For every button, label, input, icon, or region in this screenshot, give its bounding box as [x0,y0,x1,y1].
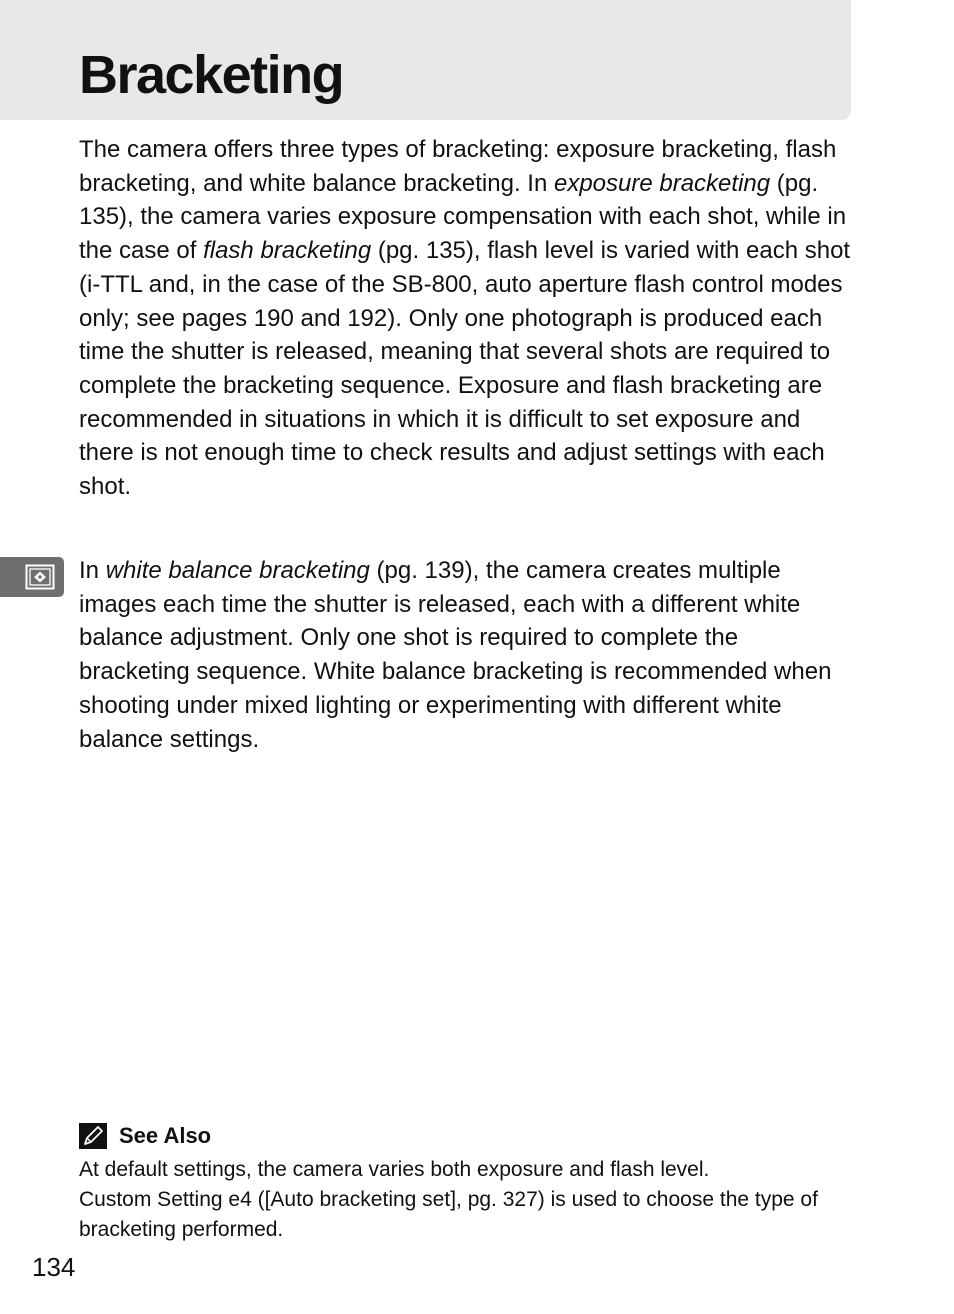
intro-text-1: The camera offers three types of bracketing: exposure bracketing, flash bracketing, and white balance bracketing. In [79,136,837,197]
white-balance-bracketing-term: white balance bracketing [105,557,370,584]
exposure-mode-icon [25,564,55,590]
see-also-line-2: Custom Setting e4 ([Auto bracketing set], pg. 327) is used to choose the type of bracketing performed. [79,1188,818,1241]
page-number: 134 [32,1252,76,1282]
flash-bracketing-term: flash bracketing [203,237,372,265]
see-also-text [79,1155,851,1245]
page-title: Bracketing [79,45,344,105]
wb-text-2: (pg. 139), the camera creates multiple images each time the shutter is released, each with a different white balance adjustment. Only one shot is required to complete the bracketing sequence. White balance bracketing is recommended when shooting under mixed lighting or experimenting with different white balance settings. [79,557,832,753]
see-also-title: See Also [119,1123,212,1148]
see-also-heading [79,1121,211,1151]
exposure-bracketing-term: exposure bracketing [553,169,771,197]
pencil-note-icon [79,1123,107,1149]
intro-text-3: (pg. 135), flash level is varied with each shot (i-TTL and, in the case of the SB-800, auto aperture flash control modes only; see pages 190 and 192). Only one photograph is produced each time the shutter is released, meaning that several shots are required to complete the bracketing sequence. Exposure and flash bracketing are recommended in situations in which it is difficult to set exposure and there is not enough time to check results and adjust settings with each shot. [79,237,851,501]
see-also-line-1: At default settings, the camera varies both exposure and flash level. [79,1158,710,1181]
wb-text-1: In [79,557,106,584]
section-tab [0,557,64,597]
intro-paragraph [79,133,851,504]
white-balance-paragraph [79,554,851,756]
intro-text-2: (pg. 135), the camera varies exposure compensation with each shot, while in the case of [79,169,847,265]
